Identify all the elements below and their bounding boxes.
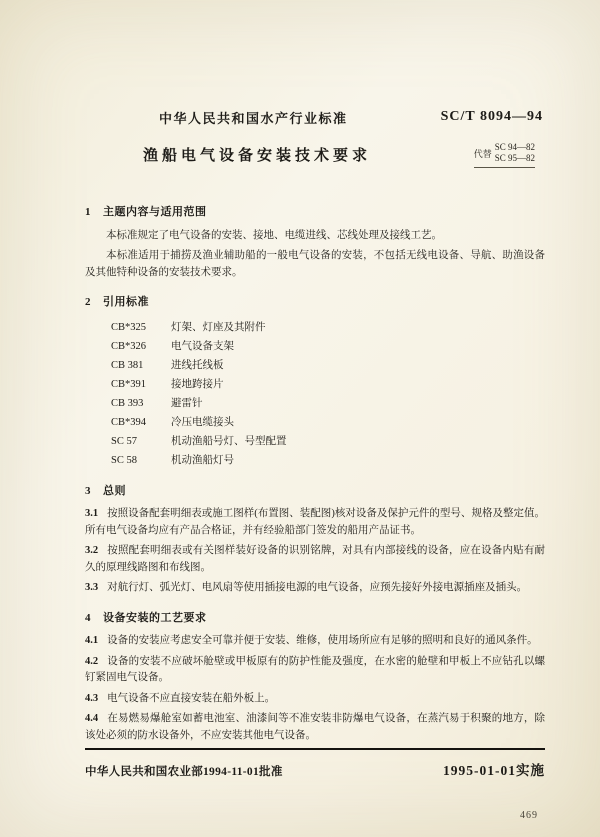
doc-section	[85, 610, 545, 746]
reference-item	[85, 356, 545, 375]
doc-section	[85, 483, 545, 597]
reference-item	[85, 413, 545, 432]
clause: 3.1 按照设备配套明细表或施工图样(布置图、装配图)核对设备及保护元件的型号、规格及整定值。所有电气设备均应有产品合格证，并有经验船部门签发的船用产品证书。	[85, 508, 545, 536]
section-number: 1	[85, 206, 91, 218]
clause-number: 4.1	[85, 635, 99, 646]
reference-title: 灯架、灯座及其附件	[171, 321, 266, 333]
footer-row	[85, 759, 545, 779]
section-number: 2	[85, 296, 91, 308]
clause: 4.4 在易燃易爆舱室如蓄电池室、油漆间等不准安装非防爆电气设备，在蒸汽易于积聚的地方，除该处必须的防水设备外，不应安装其他电气设备。	[85, 713, 545, 741]
clause: 4.2 设备的安装不应破坏舱壁或甲板原有的防护性能及强度，在水密的舱壁和甲板上不应钻孔以螺钉紧固电气设备。	[85, 655, 545, 683]
section-number: 4	[85, 611, 91, 624]
replaced-standard: SC 94—82	[494, 142, 535, 152]
reference-code: CB*394	[111, 416, 147, 428]
clause-number: 3.2	[85, 545, 99, 556]
clause-number: 3.1	[85, 508, 99, 519]
clause-number: 4.2	[85, 655, 99, 667]
reference-item	[85, 318, 545, 337]
reference-code: CB*325	[111, 321, 147, 333]
clause: 4.3 电气设备不应直接安装在船外板上。	[85, 692, 276, 704]
implementation-date: 1995-01-01实施	[443, 763, 545, 778]
section-heading: 4 设备安装的工艺要求	[85, 610, 545, 627]
reference-title: 电气设备支架	[171, 340, 234, 352]
section-number: 3	[85, 484, 91, 497]
page-footer	[85, 748, 545, 779]
reference-title: 避雷针	[171, 397, 203, 409]
paragraph: 本标准规定了电气设备的安装、接地、电缆进线、芯线处理及接线工艺。	[106, 229, 442, 241]
reference-title: 机动渔船号灯、号型配置	[171, 435, 287, 447]
reference-item	[85, 432, 545, 451]
section-heading: 1 主题内容与适用范围	[85, 204, 545, 221]
clause: 3.3 对航行灯、弧光灯、电风扇等使用插接电源的电气设备，应预先接好外接电源插座及插头。	[85, 582, 528, 593]
standard-org-line: 中华人民共和国水产行业标准	[159, 111, 348, 126]
clause-number: 4.4	[85, 713, 99, 724]
reference-code: SC 58	[111, 454, 137, 466]
footer-rule	[85, 748, 545, 750]
replaces-note	[474, 142, 535, 168]
replaces-label: 代替	[473, 148, 492, 159]
reference-item	[85, 394, 545, 413]
reference-title: 冷压电缆接头	[171, 416, 234, 428]
clause: 3.2 按照配套明细表或有关图样装好设备的识别铭牌，对具有内部接线的设备，应在设备内贴有耐久的原理线路图和布线图。	[85, 545, 545, 573]
document-body	[85, 204, 545, 745]
reference-code: CB*326	[111, 340, 147, 352]
section-heading: 2 引用标准	[85, 294, 545, 311]
reference-item	[85, 375, 545, 394]
clause-number: 4.3	[85, 692, 99, 704]
reference-title: 机动渔船灯号	[171, 454, 234, 466]
reference-code: SC 57	[111, 435, 137, 447]
reference-item	[85, 337, 545, 356]
page-header	[85, 100, 545, 185]
paragraph: 本标准适用于捕捞及渔业辅助船的一般电气设备的安装，不包括无线电设备、导航、助渔设备及其他特种设备的安装技术要求。	[85, 250, 545, 278]
clause: 4.1 设备的安装应考虑安全可靠并便于安装、维修，使用场所应有足够的照明和良好的通风条件。	[85, 635, 538, 646]
reference-code: CB 381	[111, 359, 144, 371]
page-number: 469	[520, 810, 538, 821]
document-title: 渔船电气设备安装技术要求	[143, 148, 372, 164]
replaced-standard: SC 95—82	[494, 153, 535, 163]
section-heading: 3 总则	[85, 483, 545, 500]
doc-section	[85, 204, 545, 281]
reference-code: CB*391	[111, 378, 147, 390]
doc-section	[85, 294, 545, 470]
reference-code: CB 393	[111, 397, 144, 409]
clause-number: 3.3	[85, 582, 99, 593]
reference-title: 接地跨接片	[171, 378, 224, 390]
replaces-list	[495, 142, 535, 164]
approval-note: 中华人民共和国农业部1994-11-01批准	[85, 766, 283, 778]
standard-number: SC/T 8094—94	[440, 109, 543, 124]
reference-title: 进线托线板	[171, 359, 224, 371]
reference-item	[85, 451, 545, 470]
